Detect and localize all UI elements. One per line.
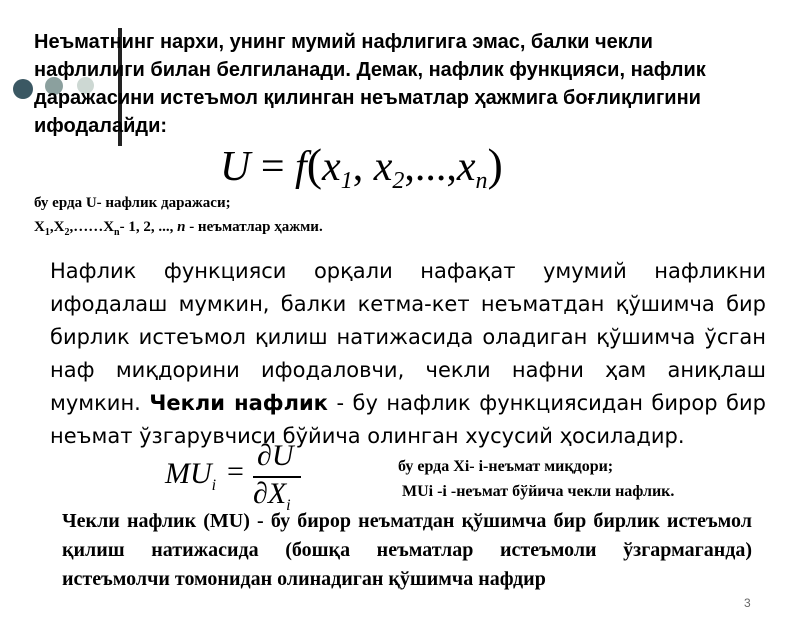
paragraph-part1: Нафлик функцияси орқали нафақат умумий нафликни ифодалаш мумкин, балки кетма-кет неъматдан қўшимча бир бирлик истеъмол қилиш натижасида оладиган қўшимча ўсган наф миқдорини ифодаловчи, чекли нафни ҳам аниқлаш мумкин. <box>50 259 766 415</box>
main-paragraph <box>50 255 766 453</box>
note-subn: n <box>114 227 120 238</box>
note-range: - 1, 2, ..., <box>119 219 178 235</box>
sub-1: 1 <box>340 168 353 194</box>
fraction-numerator: ∂U <box>257 439 294 472</box>
intro-text: Неъматнинг нархи, унинг мумий нафлигига эмас, балки чекли нафлилиги билан белгиланади. Демак, нафлик функцияси, нафлик даражасини истеъмол қилинган неъматлар ҳажмига боғлиқлигини ифодалайди: <box>34 31 706 137</box>
den-label: ∂X <box>253 477 287 510</box>
note-n: n <box>177 219 186 235</box>
paragraph-part2: - бу нафлик функциясидан бирор бир неъмат ўзгарувчиси бўйича олинган хусусий ҳосиладир. <box>50 391 766 448</box>
ellipsis: ,..., <box>404 144 457 190</box>
definition-mui: MUi -i -неъмат бўйича чекли нафлик. <box>402 483 675 500</box>
note-end: - неъматлар ҳажми. <box>185 219 323 235</box>
paragraph-term: Чекли нафлик <box>149 391 328 415</box>
final-definition: Чекли нафлик (MU) - бу бирор неъматдан қўшимча бир бирлик истеъмол қилиш натижасида (бошқа неъматлар истеъмоли ўзгармаганда) истеъмолчи томонидан олинадиган қўшимча нафдир <box>62 510 752 590</box>
note-x: X <box>34 219 45 235</box>
note-sub2: 2 <box>64 227 70 238</box>
page-number: 3 <box>744 596 751 610</box>
note-sub1: 1 <box>44 227 50 238</box>
note-x2: ,X <box>49 219 65 235</box>
mu-sub: i <box>211 477 217 494</box>
var-x2: x <box>373 144 393 190</box>
sub-2: 2 <box>392 168 405 194</box>
definition-xi: бу ерда Xi- i-неъмат миқдори; <box>398 458 614 475</box>
open-paren: ( <box>306 139 323 190</box>
utility-function-formula <box>220 138 503 195</box>
function-symbol: f <box>295 144 307 190</box>
mu-equals: = <box>227 455 244 488</box>
den-sub: i <box>286 497 291 514</box>
close-paren: ) <box>487 139 503 190</box>
note-goods-volume <box>34 217 323 243</box>
utility-symbol: U <box>220 144 251 190</box>
var-x1: x <box>322 144 341 190</box>
sub-n: n <box>475 168 488 194</box>
separator: , <box>352 144 374 190</box>
note-utility-level: бу ерда U- нафлик даражаси; <box>34 195 231 211</box>
note-xn: ,……X <box>69 219 115 235</box>
mu-symbol <box>165 457 216 495</box>
mu-label: MU <box>165 457 212 490</box>
var-xn: x <box>456 144 476 190</box>
equals-sign: = <box>260 144 285 190</box>
decorative-dot-dark <box>13 79 33 99</box>
